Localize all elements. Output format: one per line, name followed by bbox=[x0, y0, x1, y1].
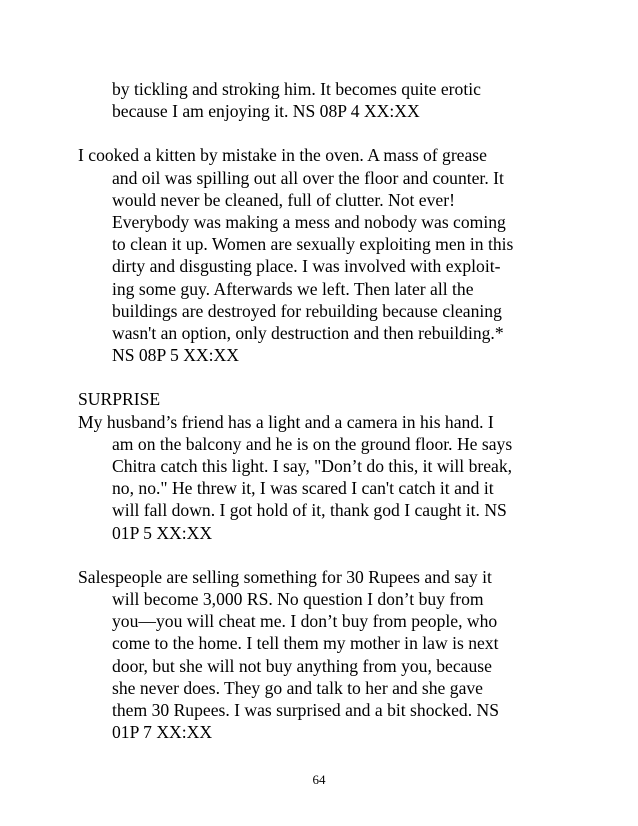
page-number: 64 bbox=[312, 772, 326, 787]
text-line: them 30 Rupees. I was surprised and a bit shocked. NS bbox=[112, 700, 499, 721]
paragraph-gap bbox=[78, 122, 578, 144]
text-line: to clean it up. Women are sexually exploiting men in this bbox=[112, 234, 514, 255]
text-line: 01P 7 XX:XX bbox=[112, 722, 213, 743]
text-line: will fall down. I got hold of it, thank god I caught it. NS bbox=[112, 500, 507, 521]
text-line: because I am enjoying it. NS 08P 4 XX:XX bbox=[112, 101, 420, 122]
text-line: Everybody was making a mess and nobody was coming bbox=[112, 212, 506, 233]
text-line: no, no." He threw it, I was scared I can't catch it and it bbox=[112, 478, 494, 499]
dream-paragraph bbox=[78, 411, 578, 544]
text-line: will become 3,000 RS. No question I don’t buy from bbox=[112, 589, 484, 610]
paragraph-gap bbox=[78, 544, 578, 566]
text-line: would never be cleaned, full of clutter. Not ever! bbox=[112, 189, 455, 210]
text-line: Salespeople are selling something for 30 Rupees and say it bbox=[78, 566, 492, 587]
dream-paragraph bbox=[78, 566, 578, 744]
dream-paragraph bbox=[78, 78, 578, 122]
text-line: ing some guy. Afterwards we left. Then later all the bbox=[112, 278, 474, 299]
text-line: and oil was spilling out all over the floor and counter. It bbox=[112, 167, 504, 188]
text-line: am on the balcony and he is on the ground floor. He says bbox=[112, 433, 513, 454]
text-line: 01P 5 XX:XX bbox=[112, 522, 213, 543]
dream-paragraph bbox=[78, 144, 578, 366]
text-line: I cooked a kitten by mistake in the oven. A mass of grease bbox=[78, 145, 487, 166]
text-line: come to the home. I tell them my mother in law is next bbox=[112, 633, 499, 654]
text-line: by tickling and stroking him. It becomes quite erotic bbox=[112, 79, 481, 99]
text-line: My husband’s friend has a light and a camera in his hand. I bbox=[78, 411, 494, 432]
text-line: door, but she will not buy anything from you, because bbox=[112, 655, 492, 676]
text-line: wasn't an option, only destruction and then rebuilding.* bbox=[112, 323, 504, 344]
page-body bbox=[78, 78, 578, 743]
text-line: she never does. They go and talk to her and she gave bbox=[112, 677, 483, 698]
text-line: NS 08P 5 XX:XX bbox=[112, 345, 239, 366]
text-line: you—you will cheat me. I don’t buy from people, who bbox=[112, 611, 498, 632]
paragraph-gap bbox=[78, 366, 578, 388]
text-line: dirty and disgusting place. I was involved with exploit- bbox=[112, 256, 501, 277]
section-heading: SURPRISE bbox=[78, 389, 161, 410]
text-line: Chitra catch this light. I say, "Don’t do this, it will break, bbox=[112, 456, 513, 477]
text-line: buildings are destroyed for rebuilding because cleaning bbox=[112, 300, 502, 321]
